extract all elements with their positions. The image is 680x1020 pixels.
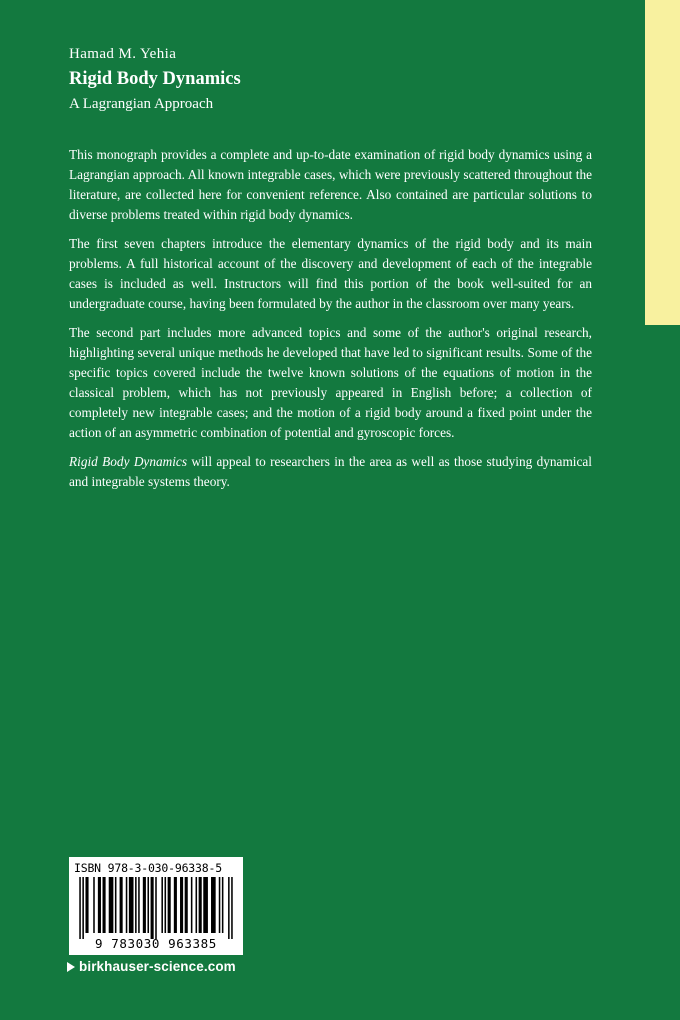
description-paragraph-4-text: will appeal to researchers in the area as well as those studying dynamical and integrable systems theory. xyxy=(69,454,592,489)
website-url[interactable]: birkhauser-science.com xyxy=(79,959,236,974)
barcode-bar xyxy=(228,877,230,939)
barcode-bar xyxy=(120,877,123,933)
barcode-bar xyxy=(147,877,149,933)
barcode-bar xyxy=(126,877,128,933)
barcode-bar xyxy=(161,877,163,933)
barcode-bars xyxy=(69,877,243,939)
barcode-bar xyxy=(211,877,216,933)
barcode-bar xyxy=(196,877,198,933)
barcode-bar xyxy=(231,877,233,939)
barcode-bar xyxy=(165,877,167,933)
barcode-bar xyxy=(168,877,171,933)
barcode-bar xyxy=(85,877,88,933)
barcode-bar xyxy=(155,877,157,939)
arrow-right-icon xyxy=(67,962,75,972)
isbn-barcode xyxy=(69,857,243,955)
barcode-digits: 9 783030 963385 xyxy=(95,936,217,951)
yellow-accent-band xyxy=(645,0,680,325)
description-paragraph-3: The second part includes more advanced topics and some of the author's original research, highlighting several unique methods he developed that have led to significant results. Some of the specific topics covered include the twelve known solutions of the equations of motion in the classical problem, which has not previously appeared in English before; a collection of completely new integrable cases; and the motion of a rigid body around a fixed point under the action of an asymmetric combination of potential and gyroscopic forces. xyxy=(69,325,592,440)
barcode-bar xyxy=(79,877,81,939)
barcode-bar xyxy=(180,877,183,933)
barcode-bar xyxy=(98,877,101,933)
description-paragraph-4 xyxy=(69,452,592,492)
description-paragraph-1: This monograph provides a complete and up-to-date examination of rigid body dynamics using a Lagrangian approach. All known integrable cases, which were previously scattered throughout the literature, are collected here for convenient reference. Also contained are particular solutions to diverse problems treated within rigid body dynamics. xyxy=(69,147,592,222)
barcode-bar xyxy=(151,877,154,939)
barcode-bar xyxy=(222,877,224,933)
barcode-bar xyxy=(93,877,95,933)
barcode-bar xyxy=(82,877,84,939)
barcode-bar xyxy=(143,877,146,933)
isbn-label: ISBN 978-3-030-96338-5 xyxy=(74,861,222,875)
barcode-bar xyxy=(115,877,117,933)
italic-book-title: Rigid Body Dynamics xyxy=(69,454,187,469)
barcode-bar xyxy=(135,877,137,933)
book-title: Rigid Body Dynamics xyxy=(69,69,241,89)
barcode-bar xyxy=(103,877,106,933)
barcode-bar xyxy=(199,877,202,933)
description-paragraph-2: The first seven chapters introduce the elementary dynamics of the rigid body and its main problems. A full historical account of the discovery and development of each of the integrable cases is included as well. Instructors will find this portion of the book well-suited for an undergraduate course, having been formulated by the author in the classroom over many years. xyxy=(69,236,592,311)
barcode-bar xyxy=(185,877,188,933)
book-subtitle: A Lagrangian Approach xyxy=(69,96,214,112)
publisher-website[interactable] xyxy=(67,959,236,974)
barcode-bar xyxy=(203,877,208,933)
cover-header xyxy=(69,44,241,114)
barcode-bar xyxy=(219,877,221,933)
author-name: Hamad M. Yehia xyxy=(69,46,177,62)
barcode-bar xyxy=(109,877,114,933)
barcode-bar xyxy=(138,877,140,933)
barcode-bar xyxy=(174,877,177,933)
book-description xyxy=(69,145,592,501)
barcode-bar xyxy=(129,877,134,933)
barcode-bar xyxy=(191,877,193,933)
